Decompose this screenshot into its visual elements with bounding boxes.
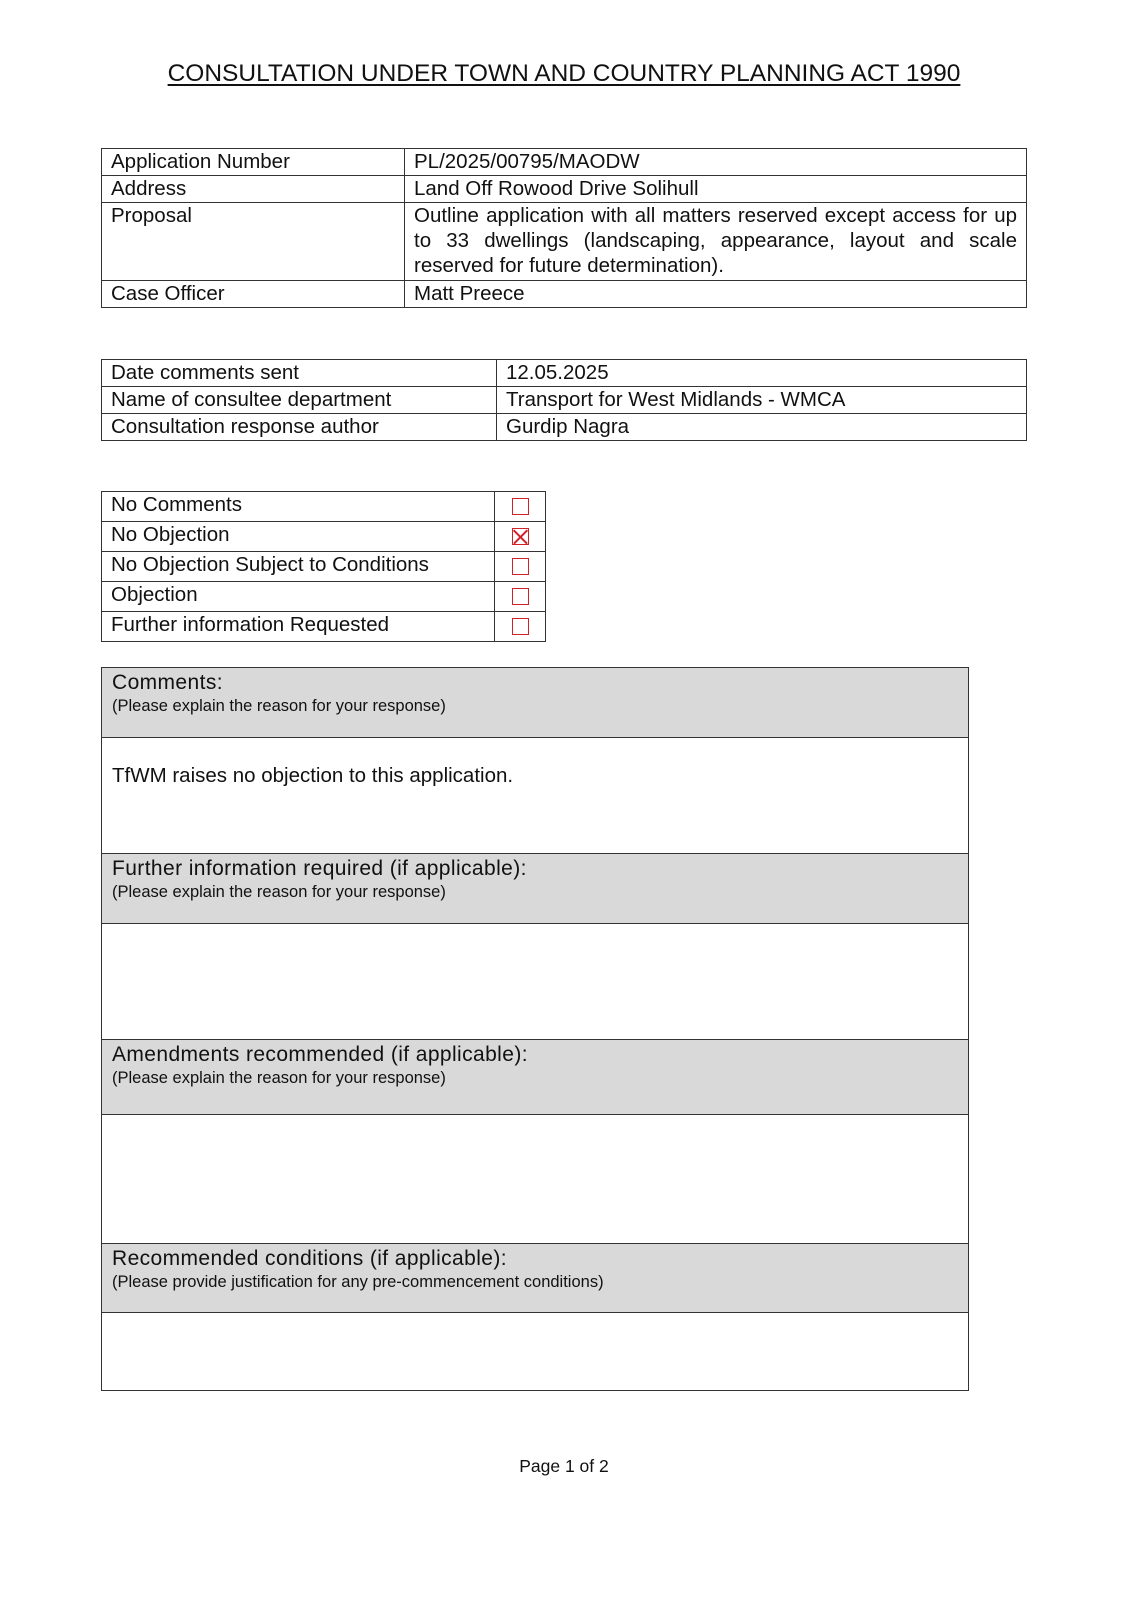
amendments-section bbox=[101, 1039, 969, 1244]
checkbox-no-objection[interactable] bbox=[512, 528, 529, 545]
field-value: Land Off Rowood Drive Solihull bbox=[405, 176, 1027, 203]
table-row bbox=[102, 176, 1027, 203]
field-label: Application Number bbox=[102, 149, 405, 176]
response-label: Further information Requested bbox=[102, 612, 495, 642]
field-value: Matt Preece bbox=[405, 281, 1027, 308]
field-value: PL/2025/00795/MAODW bbox=[405, 149, 1027, 176]
field-label: Date comments sent bbox=[102, 360, 497, 387]
section-subheading: (Please explain the reason for your response) bbox=[112, 697, 446, 715]
response-row bbox=[102, 492, 546, 522]
field-value: Transport for West Midlands - WMCA bbox=[497, 387, 1027, 414]
field-value: 12.05.2025 bbox=[497, 360, 1027, 387]
checkbox-no-objection-conditions[interactable] bbox=[512, 558, 529, 575]
response-label: No Objection Subject to Conditions bbox=[102, 552, 495, 582]
table-row bbox=[102, 281, 1027, 308]
document-title: CONSULTATION UNDER TOWN AND COUNTRY PLANNING ACT 1990 bbox=[167, 60, 961, 87]
conditions-section bbox=[101, 1243, 969, 1391]
field-label: Name of consultee department bbox=[102, 387, 497, 414]
response-label: Objection bbox=[102, 582, 495, 612]
field-label: Consultation response author bbox=[102, 414, 497, 441]
further-info-text bbox=[102, 924, 968, 950]
conditions-text bbox=[102, 1313, 968, 1339]
section-heading: Recommended conditions (if applicable): bbox=[112, 1247, 507, 1270]
table-row bbox=[102, 203, 1027, 281]
section-heading: Further information required (if applicable): bbox=[112, 857, 527, 880]
field-label: Address bbox=[102, 176, 405, 203]
section-subheading: (Please explain the reason for your response) bbox=[112, 883, 446, 901]
response-row bbox=[102, 612, 546, 642]
response-row bbox=[102, 522, 546, 552]
section-subheading: (Please provide justification for any pre-commencement conditions) bbox=[112, 1273, 604, 1291]
response-row bbox=[102, 552, 546, 582]
response-label: No Comments bbox=[102, 492, 495, 522]
application-table bbox=[101, 148, 1027, 308]
field-label: Proposal bbox=[102, 203, 405, 281]
section-subheading: (Please explain the reason for your response) bbox=[112, 1069, 446, 1087]
section-heading: Amendments recommended (if applicable): bbox=[112, 1043, 528, 1066]
response-label: No Objection bbox=[102, 522, 495, 552]
amendments-text bbox=[102, 1115, 968, 1141]
table-row bbox=[102, 149, 1027, 176]
field-value: Gurdip Nagra bbox=[497, 414, 1027, 441]
checkbox-objection[interactable] bbox=[512, 588, 529, 605]
section-heading: Comments: bbox=[112, 671, 223, 694]
checkbox-no-comments[interactable] bbox=[512, 498, 529, 515]
further-info-section bbox=[101, 853, 969, 1040]
table-row bbox=[102, 387, 1027, 414]
table-row bbox=[102, 360, 1027, 387]
response-table bbox=[101, 491, 546, 642]
comments-section bbox=[101, 667, 969, 854]
response-row bbox=[102, 582, 546, 612]
page-number: Page 1 of 2 bbox=[519, 1456, 609, 1476]
field-value: Outline application with all matters reserved except access for up to 33 dwellings (landscaping, appearance, layout and scale reserved for future determination). bbox=[405, 203, 1027, 281]
checkbox-further-info[interactable] bbox=[512, 618, 529, 635]
table-row bbox=[102, 414, 1027, 441]
consultee-table bbox=[101, 359, 1027, 441]
field-label: Case Officer bbox=[102, 281, 405, 308]
comments-text: TfWM raises no objection to this application. bbox=[112, 764, 514, 787]
